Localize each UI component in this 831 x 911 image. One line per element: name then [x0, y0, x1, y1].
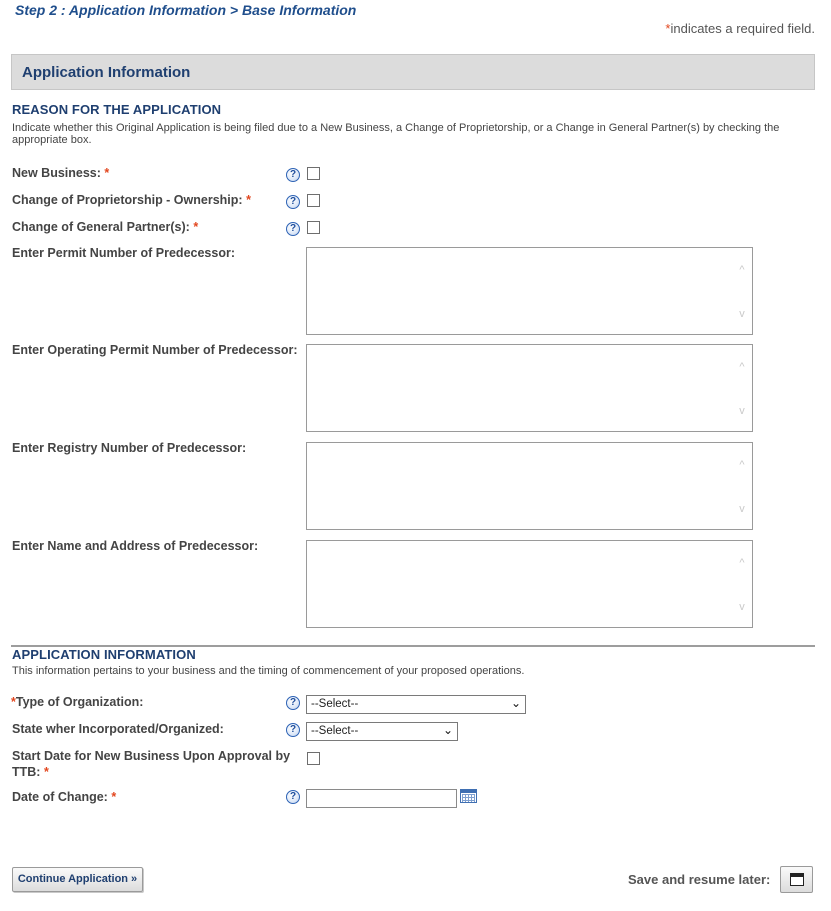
state-selected-value: --Select--: [311, 725, 359, 737]
step-title: Step 2 : Application Information > Base Information: [15, 2, 357, 18]
org-type-select[interactable]: [306, 695, 526, 714]
chevron-down-icon: ⌄: [442, 723, 453, 737]
date-change-label: [12, 789, 116, 805]
change-partner-label-text: Change of General Partner(s):: [12, 220, 190, 234]
continue-application-button[interactable]: Continue Application »: [12, 867, 143, 892]
start-date-label-line2: [12, 764, 290, 780]
app-info-heading: APPLICATION INFORMATION: [12, 647, 196, 662]
name-address-predecessor-textarea[interactable]: [306, 540, 753, 628]
scroll-up-icon[interactable]: ^: [739, 264, 745, 276]
save-resume-button[interactable]: [780, 866, 813, 893]
registry-predecessor-textarea[interactable]: [306, 442, 753, 530]
start-date-label-ttb: TTB:: [12, 765, 41, 779]
scroll-up-icon[interactable]: ^: [739, 557, 745, 569]
change-partner-checkbox[interactable]: [307, 221, 320, 234]
required-note-text: indicates a required field.: [670, 21, 815, 36]
new-business-label-text: New Business:: [12, 166, 101, 180]
calendar-icon[interactable]: [460, 789, 477, 803]
change-partner-label: [12, 219, 198, 235]
new-business-checkbox[interactable]: [307, 167, 320, 180]
scroll-down-icon[interactable]: v: [739, 503, 745, 515]
state-select[interactable]: [306, 722, 458, 741]
required-star: *: [11, 695, 16, 709]
registry-predecessor-label: Enter Registry Number of Predecessor:: [12, 441, 247, 455]
org-type-selected-value: --Select--: [311, 698, 359, 710]
reason-description: Indicate whether this Original Application is being filed due to a New Business, a Change of Proprietorship, or a Change in General Partner(s) by checking the appropriate box.: [12, 122, 780, 146]
scroll-down-icon[interactable]: v: [739, 405, 745, 417]
required-star: *: [43, 765, 49, 779]
org-type-label-text: Type of Organization:: [15, 695, 144, 709]
help-icon[interactable]: ?: [286, 696, 300, 710]
app-info-description: This information pertains to your business and the timing of commencement of your proposed operations.: [12, 665, 525, 677]
window-icon: [790, 873, 804, 886]
start-date-label: [12, 748, 290, 780]
start-date-checkbox[interactable]: [307, 752, 320, 765]
change-ownership-checkbox[interactable]: [307, 194, 320, 207]
save-resume-label: Save and resume later:: [628, 872, 771, 887]
change-ownership-label-text: Change of Proprietorship - Ownership:: [12, 193, 243, 207]
help-icon[interactable]: ?: [286, 723, 300, 737]
scroll-down-icon[interactable]: v: [739, 308, 745, 320]
org-type-label: [11, 694, 143, 710]
section-header: Application Information: [11, 54, 815, 90]
date-change-label-text: Date of Change:: [12, 790, 108, 804]
reason-heading: REASON FOR THE APPLICATION: [12, 102, 222, 117]
required-star: *: [111, 790, 117, 804]
chevron-down-icon: ⌄: [510, 696, 521, 710]
date-change-input[interactable]: [306, 789, 457, 808]
change-ownership-label: [12, 192, 251, 208]
operating-permit-predecessor-textarea[interactable]: [306, 344, 753, 432]
operating-permit-predecessor-label: Enter Operating Permit Number of Predecessor:: [12, 343, 298, 357]
state-label: State wher Incorporated/Organized:: [12, 722, 224, 736]
required-star: *: [193, 220, 199, 234]
scroll-up-icon[interactable]: ^: [739, 459, 745, 471]
help-icon[interactable]: ?: [286, 195, 300, 209]
name-address-predecessor-label: Enter Name and Address of Predecessor:: [12, 539, 259, 553]
scroll-down-icon[interactable]: v: [739, 601, 745, 613]
permit-predecessor-textarea[interactable]: [306, 247, 753, 335]
required-star: *: [104, 166, 110, 180]
required-star: *: [665, 21, 671, 36]
help-icon[interactable]: ?: [286, 222, 300, 236]
help-icon[interactable]: ?: [286, 790, 300, 804]
new-business-label: [12, 165, 109, 181]
help-icon[interactable]: ?: [286, 168, 300, 182]
required-field-note: [665, 21, 815, 36]
required-star: *: [246, 193, 251, 207]
start-date-label-line1: Start Date for New Business Upon Approval by: [12, 749, 291, 763]
permit-predecessor-label: Enter Permit Number of Predecessor:: [12, 246, 235, 260]
scroll-up-icon[interactable]: ^: [739, 361, 745, 373]
